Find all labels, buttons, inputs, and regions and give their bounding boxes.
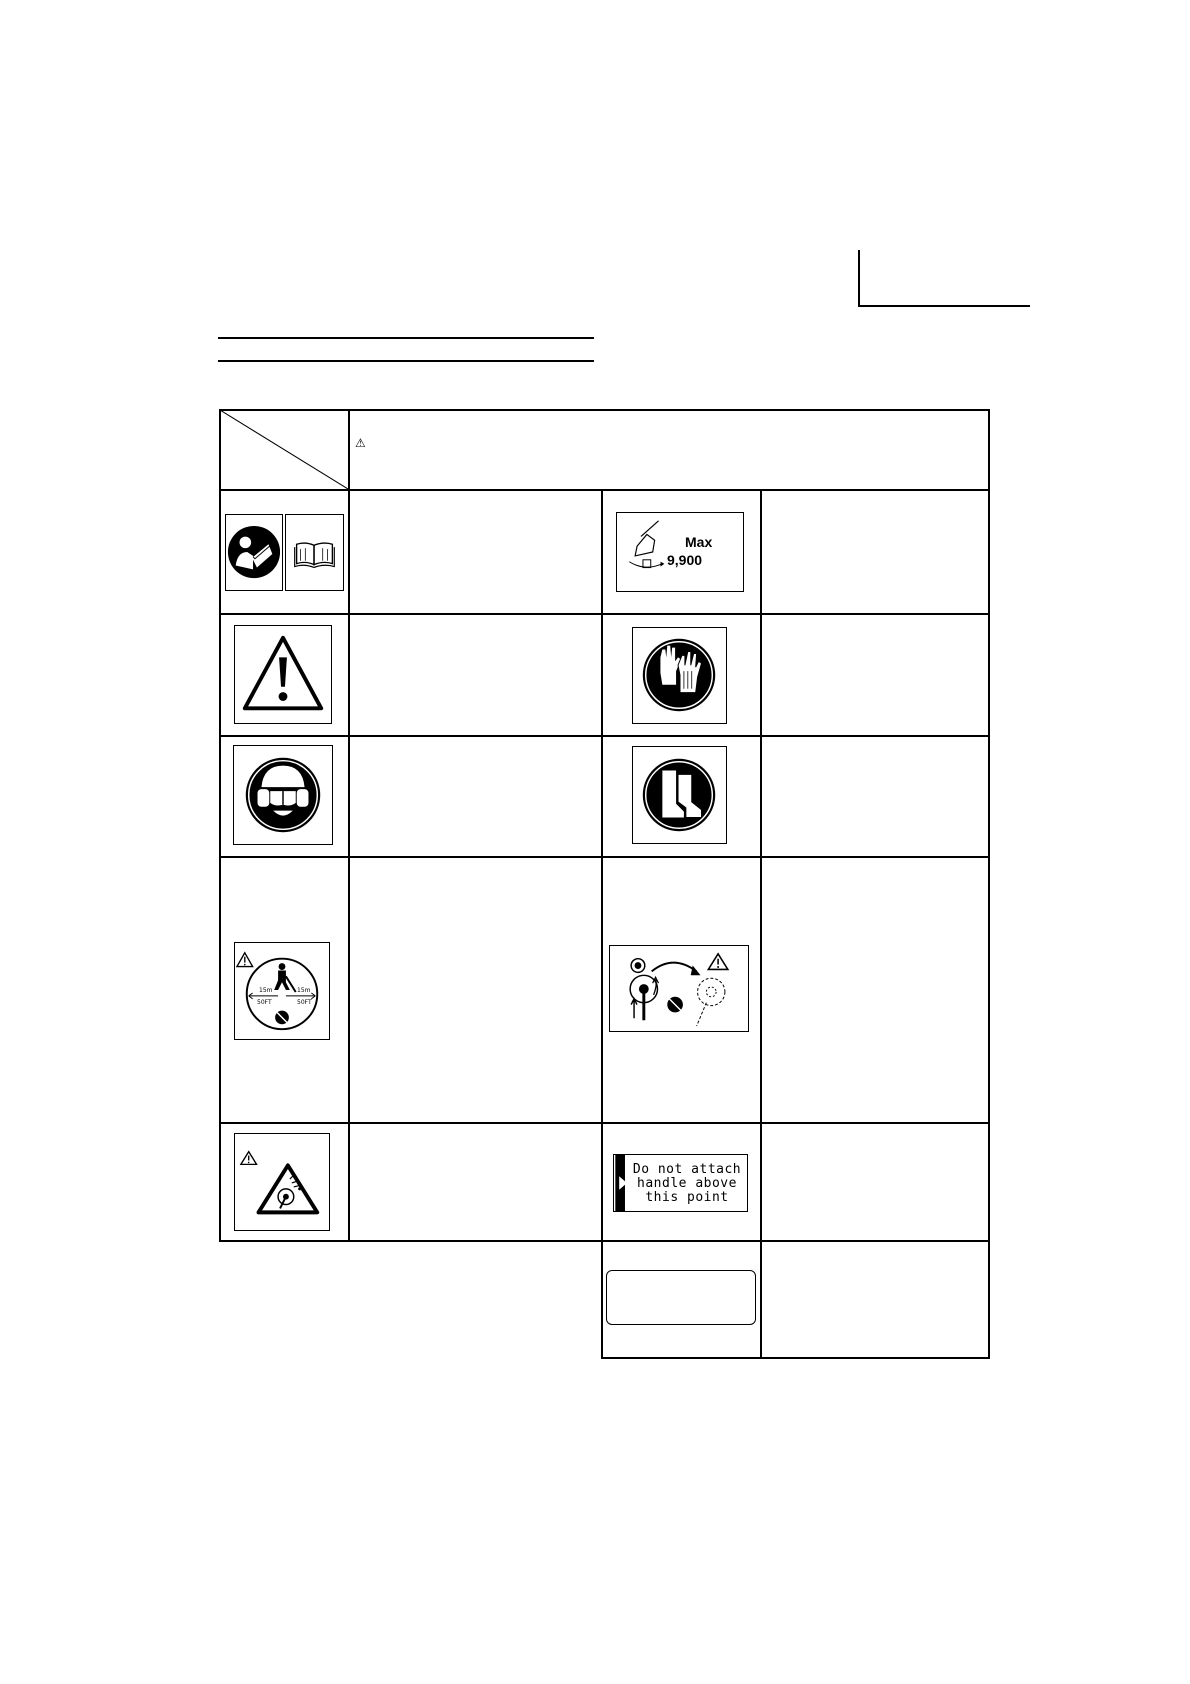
wear-boots-icon xyxy=(632,746,727,844)
wear-head-eye-ear-protection-icon xyxy=(233,745,333,845)
table-row-line-2 xyxy=(219,613,990,615)
table-row-line-4 xyxy=(219,856,990,858)
title-rule-1 xyxy=(218,337,594,339)
right-distance-metres: 15m xyxy=(297,987,311,994)
corner-marker-horizontal xyxy=(858,305,1030,307)
header-warning-icon: ⚠ xyxy=(355,436,366,450)
table-row-line-5 xyxy=(219,1122,990,1124)
warning-triangle-icon xyxy=(234,625,332,724)
table-border-bottom xyxy=(601,1357,990,1359)
handle-label-text xyxy=(628,1163,746,1205)
wear-gloves-icon xyxy=(632,627,727,724)
title-rule-2 xyxy=(218,360,594,362)
blank-label-box xyxy=(606,1270,756,1325)
max-label: Max xyxy=(685,534,713,550)
thrown-objects-icon xyxy=(234,1133,330,1231)
handle-label-line-3: this point xyxy=(645,1190,729,1205)
table-col-divider-2 xyxy=(601,489,603,1359)
corner-marker-vertical xyxy=(858,250,860,307)
max-speed-icon xyxy=(616,512,744,592)
table-row-line-3 xyxy=(219,735,990,737)
right-distance-feet: 50FT xyxy=(297,999,312,1006)
table-row-line-6 xyxy=(219,1240,990,1242)
left-distance-feet: 50FT xyxy=(257,999,272,1006)
handle-label-line-1: Do not attach xyxy=(632,1162,742,1177)
handle-label-line-2: handle above xyxy=(637,1176,737,1191)
keep-distance-icon xyxy=(234,942,330,1040)
table-border-left xyxy=(219,409,221,1242)
table-col-divider-1 xyxy=(348,409,350,1242)
max-rpm-value: 9,900 xyxy=(667,552,703,568)
book-icon xyxy=(285,514,344,591)
header-diagonal xyxy=(220,410,348,489)
read-manual-icon xyxy=(225,514,283,591)
table-row-line-1 xyxy=(219,489,990,491)
left-distance-metres: 15m xyxy=(259,987,273,994)
handle-position-icon xyxy=(613,1154,748,1212)
table-border-right xyxy=(988,409,990,1359)
blade-thrust-icon xyxy=(609,945,749,1032)
table-col-divider-3 xyxy=(760,489,762,1359)
